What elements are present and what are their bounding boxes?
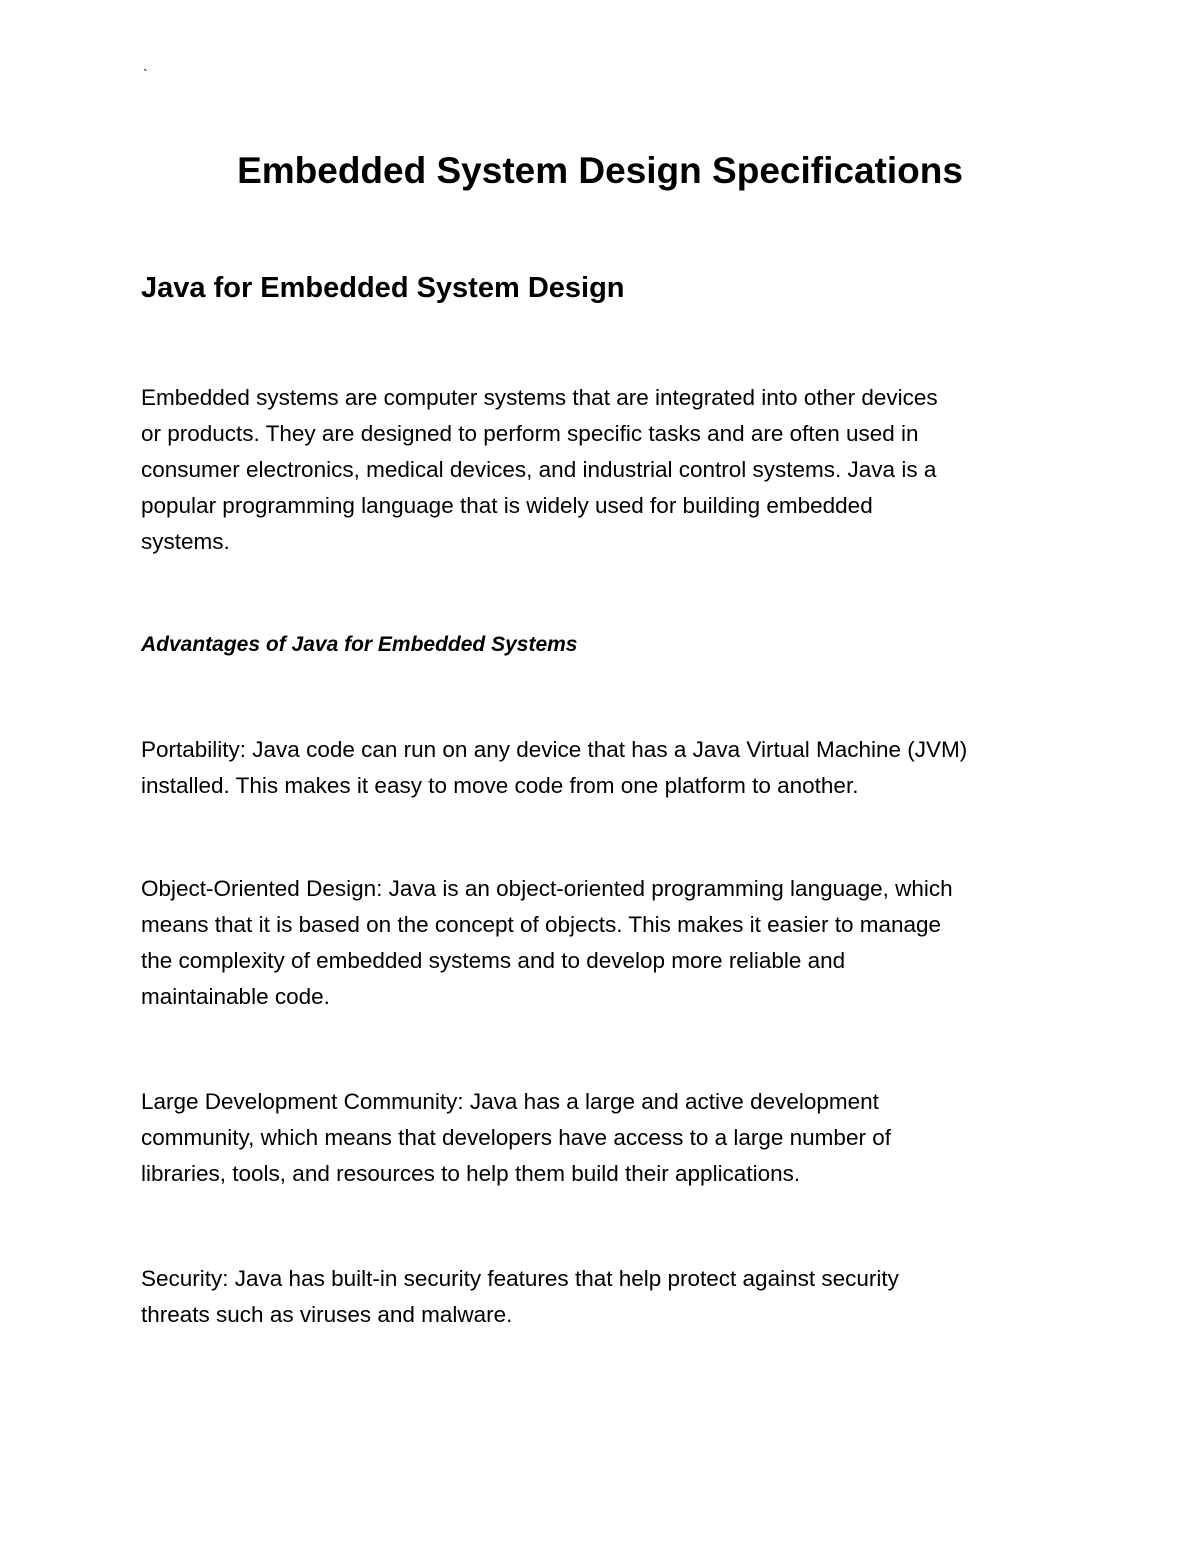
paragraph-line: systems. bbox=[141, 529, 230, 554]
intro-paragraph bbox=[141, 380, 1081, 560]
paragraph-line: the complexity of embedded systems and to develop more reliable and bbox=[141, 948, 846, 973]
paragraph-line: consumer electronics, medical devices, and industrial control systems. Java is a bbox=[141, 457, 937, 482]
document-title: Embedded System Design Specifications bbox=[237, 150, 963, 191]
advantage-object-oriented-paragraph bbox=[141, 871, 1081, 1015]
advantage-portability-paragraph bbox=[141, 732, 1081, 804]
paragraph-line: installed. This makes it easy to move code from one platform to another. bbox=[141, 773, 859, 798]
paragraph-line: Large Development Community: Java has a large and active development bbox=[141, 1089, 879, 1114]
paragraph-line: Embedded systems are computer systems that are integrated into other devices bbox=[141, 385, 938, 410]
paragraph-line: community, which means that developers have access to a large number of bbox=[141, 1125, 891, 1150]
paragraph-line: libraries, tools, and resources to help them build their applications. bbox=[141, 1161, 801, 1186]
paragraph-line: Security: Java has built-in security features that help protect against security bbox=[141, 1266, 899, 1291]
paragraph-line: means that it is based on the concept of objects. This makes it easier to manage bbox=[141, 912, 942, 937]
paragraph-line: maintainable code. bbox=[141, 984, 330, 1009]
advantages-subheading: Advantages of Java for Embedded Systems bbox=[141, 633, 578, 656]
paragraph-line: or products. They are designed to perform specific tasks and are often used in bbox=[141, 421, 919, 446]
paragraph-line: threats such as viruses and malware. bbox=[141, 1302, 513, 1327]
section-heading: Java for Embedded System Design bbox=[141, 272, 625, 304]
advantage-security-paragraph bbox=[141, 1261, 1081, 1333]
advantage-community-paragraph bbox=[141, 1084, 1081, 1192]
paragraph-line: Portability: Java code can run on any device that has a Java Virtual Machine (JVM) bbox=[141, 737, 968, 762]
paragraph-line: popular programming language that is widely used for building embedded bbox=[141, 493, 873, 518]
paragraph-line: Object-Oriented Design: Java is an object-oriented programming language, which bbox=[141, 876, 953, 901]
stray-mark: ` bbox=[143, 66, 148, 82]
